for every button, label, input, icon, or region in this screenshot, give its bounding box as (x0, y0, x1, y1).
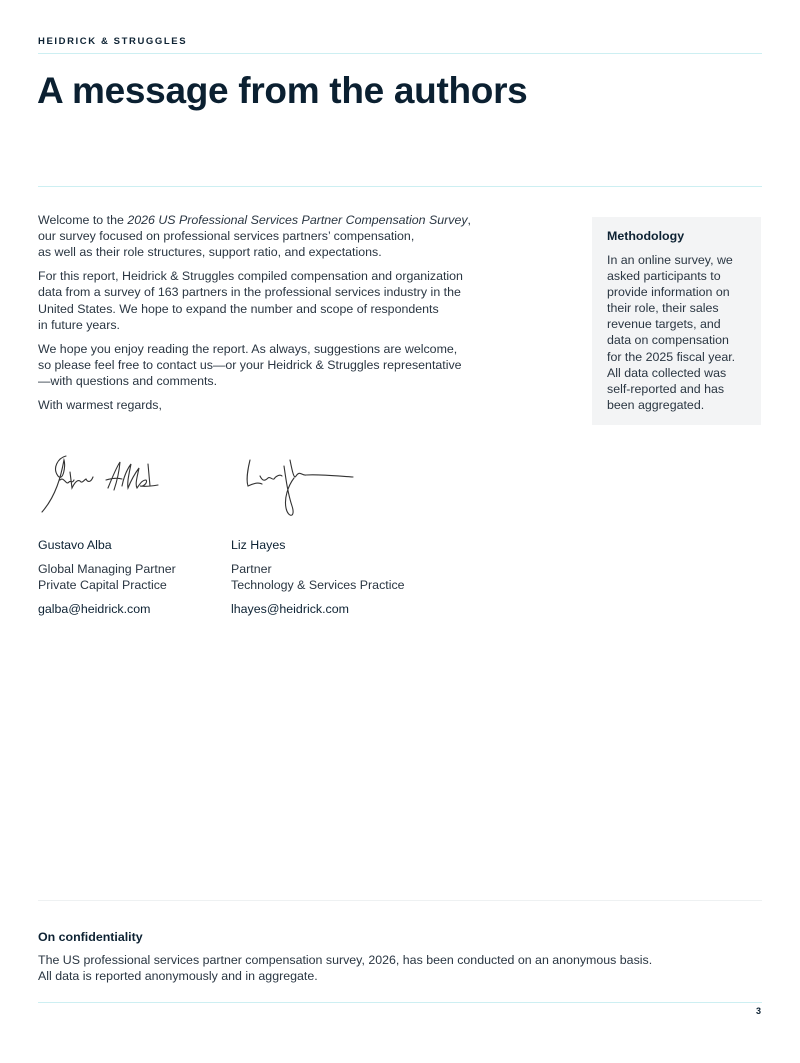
methodology-line: All data collected was (607, 365, 727, 380)
author-card-liz-hayes (231, 537, 451, 617)
methodology-heading: Methodology (607, 229, 685, 243)
intro-text (38, 212, 498, 421)
confidentiality-divider (38, 900, 762, 901)
methodology-line: revenue targets, and (607, 317, 721, 332)
intro-paragraph-3 (38, 341, 498, 390)
intro-p2-line: data from a survey of 163 partners in the professional services industry in the (38, 285, 461, 300)
intro-p1-comma: , (467, 213, 471, 227)
title-divider (38, 186, 762, 187)
author-name: Gustavo Alba (38, 538, 112, 552)
methodology-line: asked participants to (607, 269, 721, 284)
closing-line: With warmest regards, (38, 397, 162, 412)
confidentiality-heading: On confidentiality (38, 930, 143, 944)
intro-paragraph-2 (38, 268, 498, 333)
intro-p3-line: We hope you enjoy reading the report. As always, suggestions are welcome, (38, 341, 458, 356)
methodology-box (592, 217, 761, 425)
intro-p1-line-3: as well as their role structures, support ratio, and expectations. (38, 245, 382, 260)
page-title: A message from the authors (37, 70, 528, 111)
footer-divider (38, 1002, 762, 1003)
author-practice: Private Capital Practice (38, 578, 167, 593)
intro-p1-line-1 (38, 212, 498, 228)
confidentiality-line: All data is reported anonymously and in aggregate. (38, 969, 318, 984)
author-email-link[interactable]: galba@heidrick.com (38, 602, 151, 617)
intro-p2-line: United States. We hope to expand the number and scope of respondents (38, 301, 439, 316)
author-name: Liz Hayes (231, 538, 286, 552)
intro-paragraph-1 (38, 212, 498, 261)
methodology-line: their role, their sales (607, 301, 719, 316)
page-number: 3 (755, 1006, 761, 1016)
intro-p1-line-2: our survey focused on professional services partners’ compensation, (38, 229, 415, 244)
intro-p3-line: so please feel free to contact us—or your Heidrick & Struggles representative (38, 357, 462, 372)
header-divider (38, 53, 762, 54)
author-title: Partner (231, 562, 272, 577)
intro-p1-lead: Welcome to the (38, 213, 128, 227)
methodology-line: self-reported and has (607, 381, 725, 396)
signature-gustavo-alba (36, 446, 161, 526)
confidentiality-line: The US professional services partner compensation survey, 2026, has been conducted on an anonymous basis. (38, 953, 653, 968)
methodology-line: been aggregated. (607, 397, 705, 412)
intro-p2-line: in future years. (38, 317, 120, 332)
survey-name: 2026 US Professional Services Partner Compensation Survey (127, 213, 468, 227)
methodology-line: In an online survey, we (607, 253, 733, 267)
methodology-line: provide information on (607, 285, 730, 300)
author-practice: Technology & Services Practice (231, 578, 405, 593)
author-email-link[interactable]: lhayes@heidrick.com (231, 602, 349, 617)
author-card-gustavo-alba (38, 537, 218, 617)
intro-p2-line: For this report, Heidrick & Struggles compiled compensation and organization (38, 269, 463, 284)
confidentiality-section (38, 929, 738, 985)
methodology-line: for the 2025 fiscal year. (607, 349, 736, 364)
intro-p3-line: —with questions and comments. (38, 374, 218, 389)
signature-liz-hayes (238, 446, 356, 526)
brand-name: HEIDRICK & STRUGGLES (38, 36, 188, 47)
methodology-line: data on compensation (607, 333, 729, 348)
author-title: Global Managing Partner (38, 562, 176, 577)
